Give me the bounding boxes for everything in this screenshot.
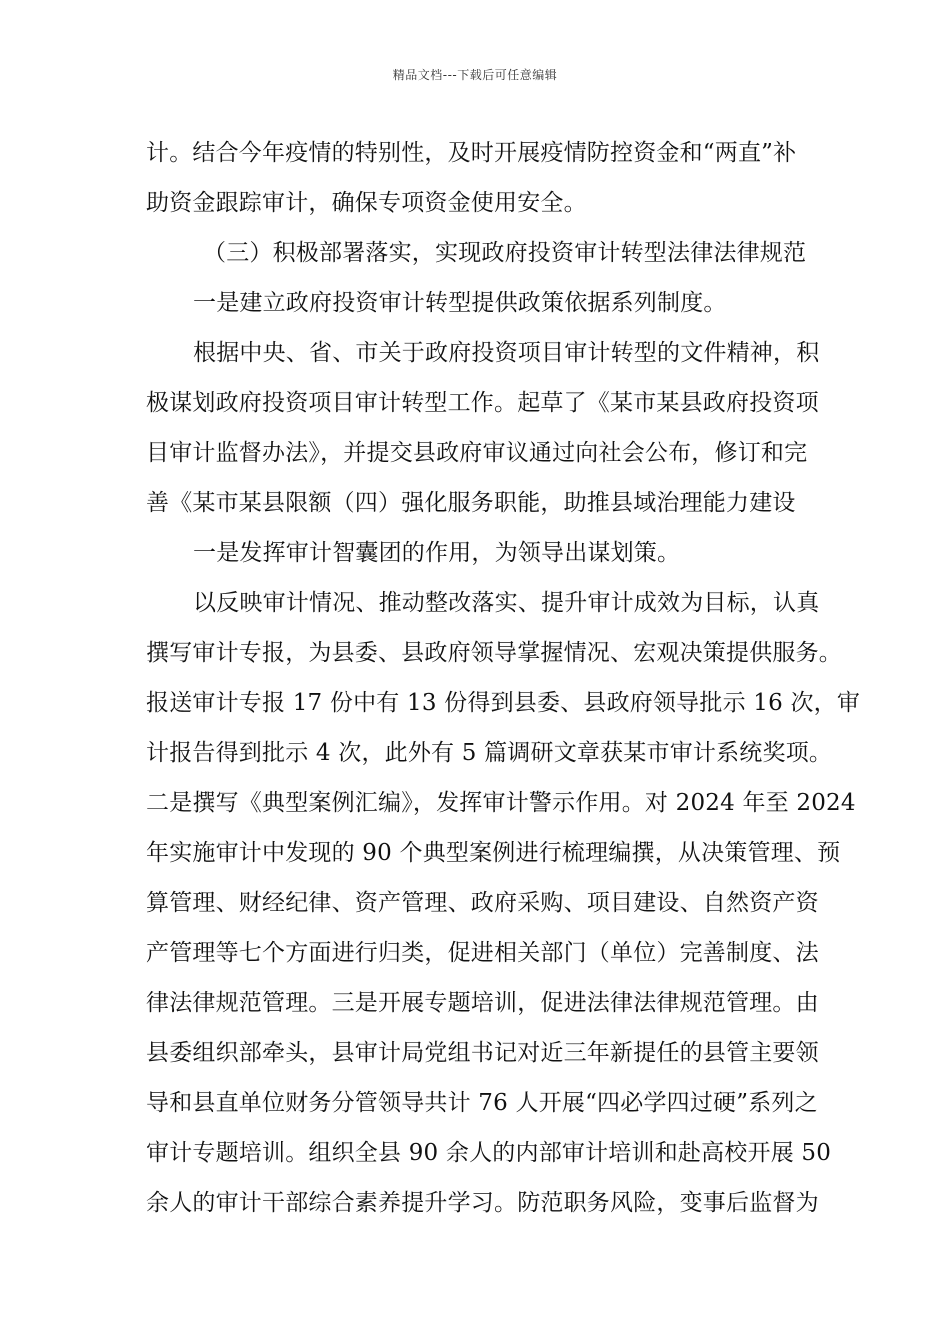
text-line: 目审计监督办法》，并提交县政府审议通过向社会公布，修订和完 xyxy=(146,440,808,466)
text-line: 县委组织部牵头，县审计局党组书记对近三年新提任的县管主要领 xyxy=(146,1040,819,1066)
document-body xyxy=(146,128,861,1228)
text-line: 以反映审计情况、推动整改落实、提升审计成效为目标，认真 xyxy=(193,590,820,616)
text-line: 年实施审计中发现的 90 个典型案例进行梳理编撰，从决策管理、预 xyxy=(146,840,841,866)
text-line: 导和县直单位财务分管领导共计 76 人开展“四必学四过硬”系列之 xyxy=(146,1090,818,1116)
text-line: 极谋划政府投资项目审计转型工作。起草了《某市某县政府投资项 xyxy=(146,390,819,416)
text-line: 报送审计专报 17 份中有 13 份得到县委、县政府领导批示 16 次，审 xyxy=(146,690,861,716)
text-line: 根据中央、省、市关于政府投资项目审计转型的文件精神，积 xyxy=(193,340,820,366)
text-line: 律法律规范管理。三是开展专题培训，促进法律法律规范管理。由 xyxy=(146,990,819,1016)
text-line: 一是发挥审计智囊团的作用，为领导出谋划策。 xyxy=(193,540,681,566)
text-line: 一是建立政府投资审计转型提供政策依据系列制度。 xyxy=(193,290,727,316)
text-line: 助资金跟踪审计，确保专项资金使用安全。 xyxy=(146,190,587,216)
text-line: 余人的审计干部综合素养提升学习。防范职务风险，变事后监督为 xyxy=(146,1190,819,1216)
text-line: 二是撰写《典型案例汇编》，发挥审计警示作用。对 2024 年至 2024 xyxy=(146,790,856,816)
text-line: 撰写审计专报，为县委、县政府领导掌握情况、宏观决策提供服务。 xyxy=(146,640,842,666)
text-line: 计报告得到批示 4 次，此外有 5 篇调研文章获某市审计系统奖项。 xyxy=(146,740,833,766)
text-line: 善《某市某县限额（四）强化服务职能，助推县域治理能力建设 xyxy=(146,490,796,516)
section-heading: （三）积极部署落实，实现政府投资审计转型法律法律规范 xyxy=(203,240,807,266)
text-line: 计。结合今年疫情的特别性，及时开展疫情防控资金和“两直”补 xyxy=(146,140,797,166)
page-header: 精品文档---下载后可任意编辑 xyxy=(392,68,558,82)
text-line: 审计专题培训。组织全县 90 余人的内部审计培训和赴高校开展 50 xyxy=(146,1140,832,1166)
text-line: 产管理等七个方面进行归类，促进相关部门（单位）完善制度、法 xyxy=(146,940,819,966)
text-line: 算管理、财经纪律、资产管理、政府采购、项目建设、自然资产资 xyxy=(146,890,819,916)
